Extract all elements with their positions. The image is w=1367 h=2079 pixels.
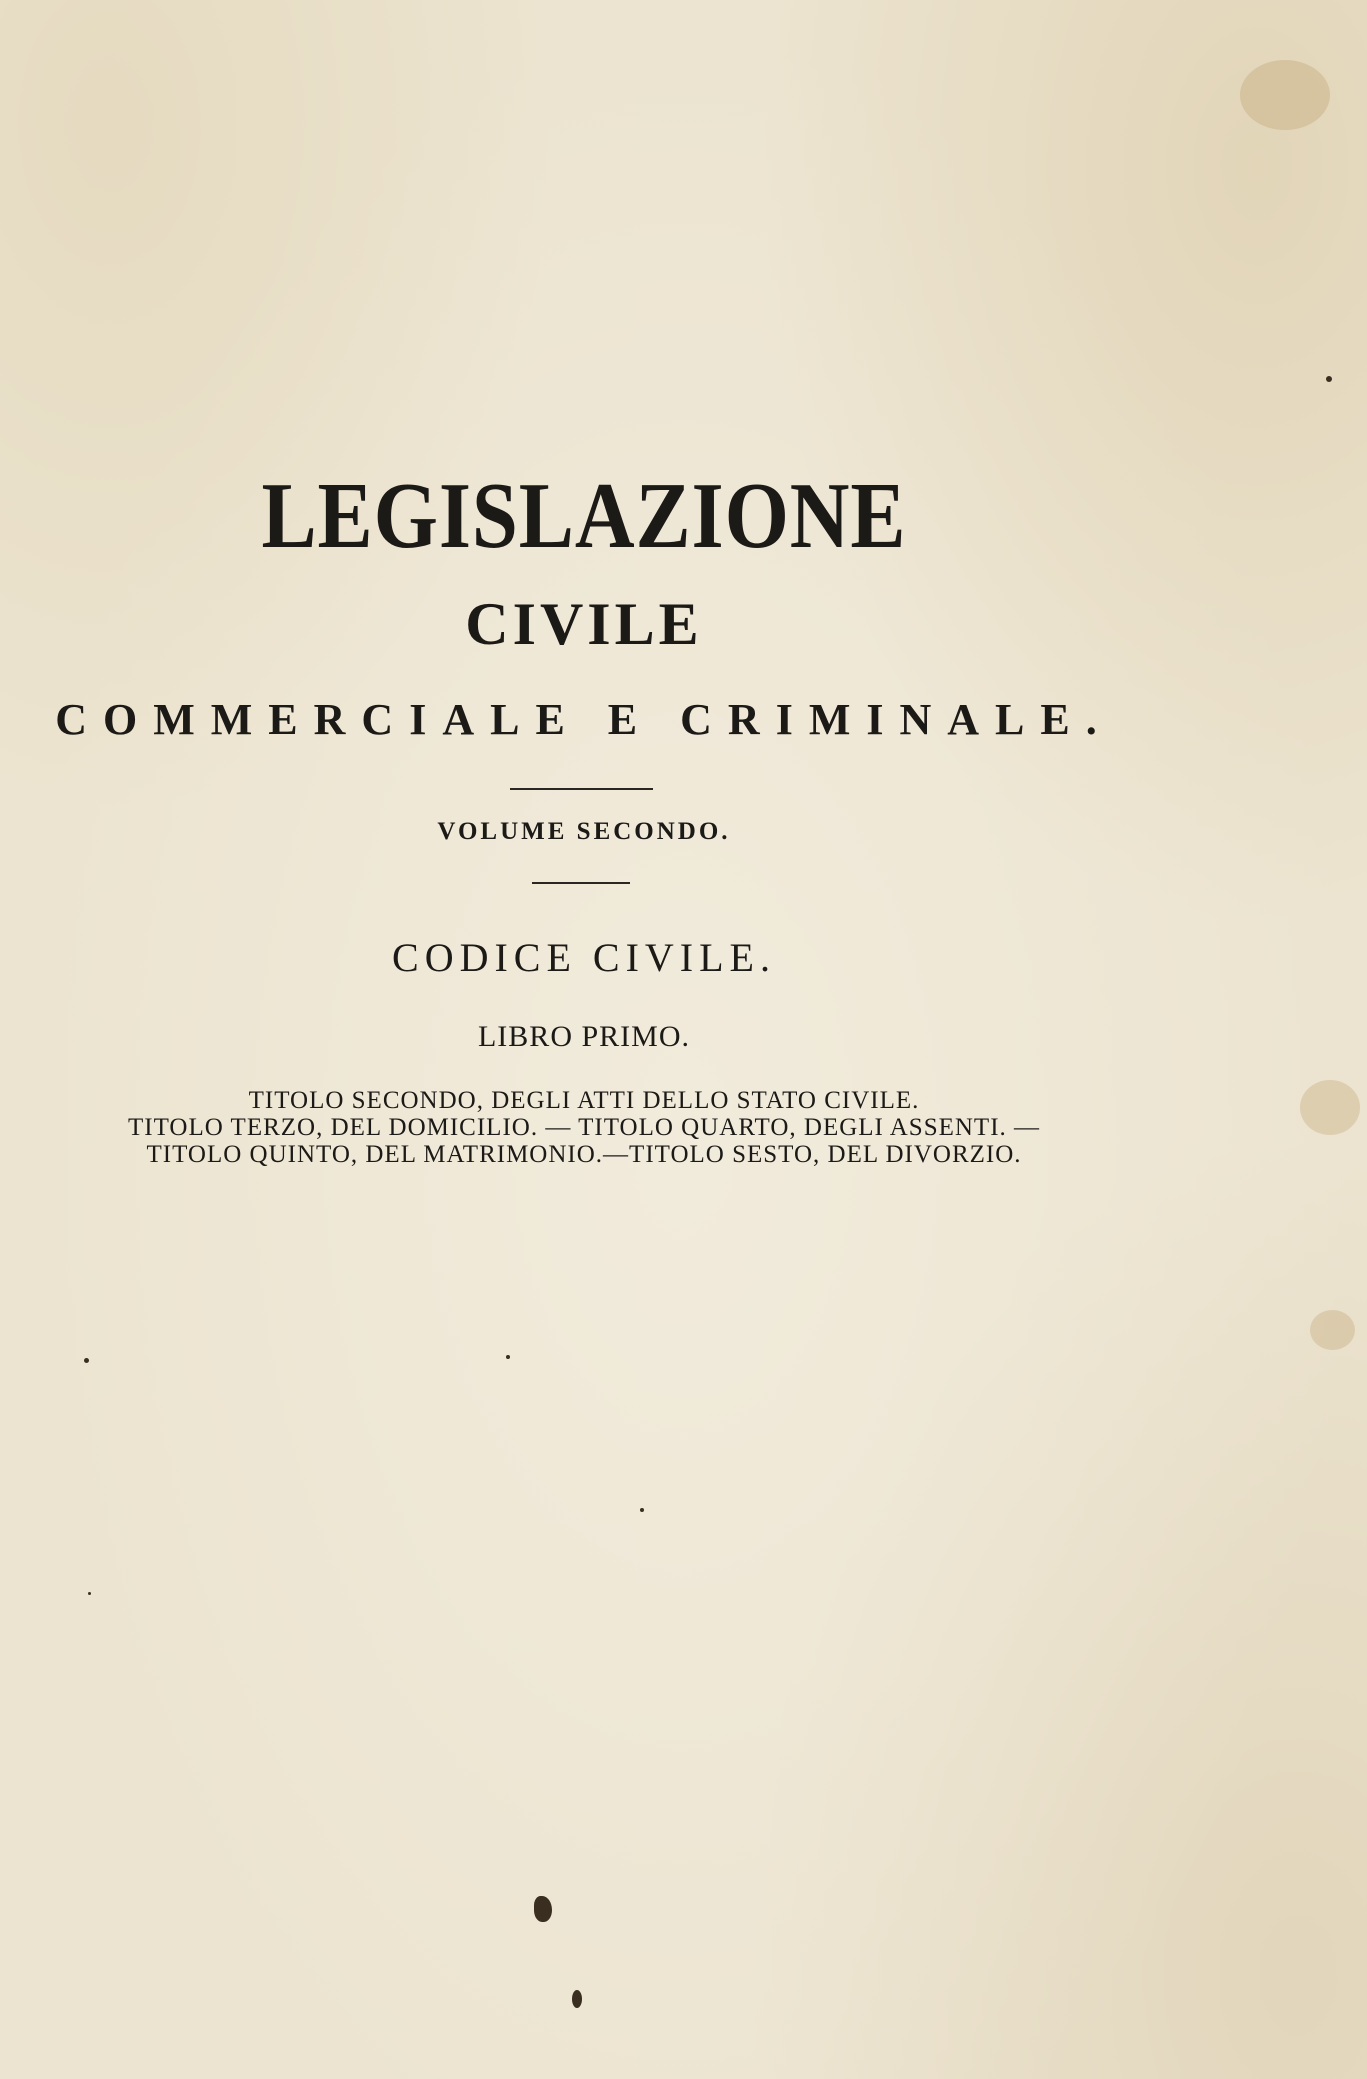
ink-blot	[534, 1896, 552, 1922]
volume-label: VOLUME SECONDO.	[437, 818, 731, 845]
ink-speck	[1326, 376, 1332, 382]
subtitle: CIVILE	[465, 591, 703, 657]
ink-speck	[88, 1592, 91, 1595]
subtitle-secondary: COMMERCIALE E CRIMINALE.	[55, 695, 1113, 744]
paper-stain	[1310, 1310, 1355, 1350]
main-title: LEGISLAZIONE	[261, 464, 907, 568]
ink-speck	[506, 1355, 510, 1359]
contents-line: TITOLO SECONDO, DEGLI ATTI DELLO STATO CIVILE.	[248, 1087, 920, 1114]
contents-line: TITOLO TERZO, DEL DOMICILIO. — TITOLO QUARTO, DEGLI ASSENTI. —	[127, 1114, 1041, 1141]
ink-speck	[640, 1508, 644, 1512]
paper-stain	[1300, 1080, 1360, 1135]
divider-top	[510, 788, 653, 790]
contents-line: TITOLO QUINTO, DEL MATRIMONIO.—TITOLO SESTO, DEL DIVORZIO.	[146, 1141, 1022, 1168]
ink-speck	[84, 1358, 89, 1363]
book-label: LIBRO PRIMO.	[477, 1020, 691, 1053]
divider-bottom	[532, 882, 630, 884]
code-title: CODICE CIVILE.	[392, 935, 776, 980]
ink-speck	[572, 1990, 582, 2008]
paper-stain	[1240, 60, 1330, 130]
